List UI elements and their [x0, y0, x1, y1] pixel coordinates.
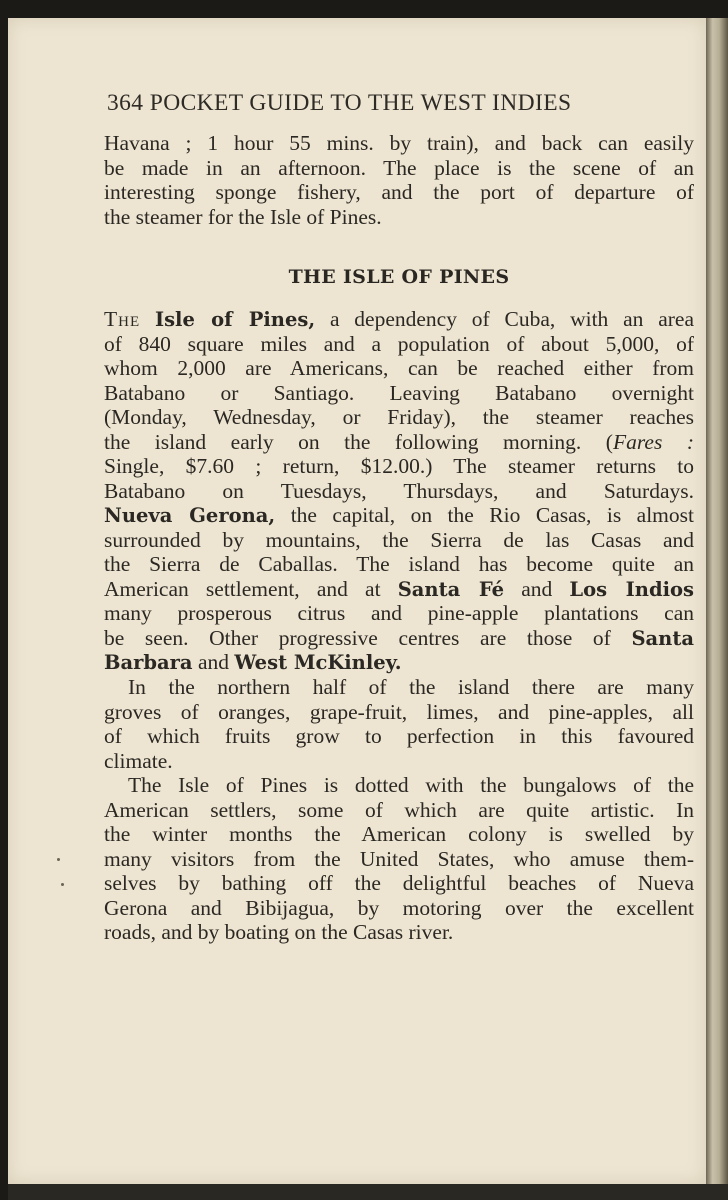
text-line: the steamer for the Isle of Pines.	[104, 204, 382, 229]
text-line	[104, 307, 694, 332]
text-line: whom 2,000 are Americans, can be reached either from	[104, 356, 694, 380]
text-line: American settlers, some of which are quite artistic. In	[104, 797, 694, 822]
text-line: In the northern half of the island there are many	[128, 675, 694, 699]
text-line: Batabano on Tuesdays, Thursdays, and Saturdays.	[104, 478, 694, 503]
text-line	[104, 650, 694, 675]
text-line: the winter months the American colony is swelled by	[104, 822, 694, 846]
scan-bottom-border	[8, 1184, 728, 1200]
bold-term: West McKinley.	[234, 651, 402, 674]
text-line: many prosperous citrus and pine-apple plantations can	[104, 601, 694, 625]
bold-term: Santa	[631, 626, 694, 650]
running-head: 364 POCKET GUIDE TO THE WEST INDIES	[107, 90, 572, 116]
text-line: The Isle of Pines is dotted with the bungalows of the	[128, 773, 694, 797]
text-line	[104, 577, 694, 602]
text-line: surrounded by mountains, the Sierra de las Casas and	[104, 527, 694, 552]
bold-term: Santa Fé	[397, 577, 505, 601]
text-line: many visitors from the United States, who amuse them-	[104, 846, 694, 871]
text-line: Single, $7.60 ; return, $12.00.) The steamer returns to	[104, 454, 694, 478]
section-heading: THE ISLE OF PINES	[288, 266, 510, 288]
paragraph-bungalows	[104, 773, 694, 945]
text-line: of 840 square miles and a population of about 5,000, of	[104, 331, 694, 356]
bold-term: Isle of Pines,	[154, 308, 316, 331]
text-run: and	[192, 650, 235, 674]
text-line: interesting sponge fishery, and the port of departure of	[104, 180, 694, 204]
text-run: American settlement, and at	[104, 576, 398, 601]
italic-term: Fares :	[612, 429, 694, 454]
bold-term: Barbara	[104, 651, 193, 674]
text-line: roads, and by boating on the Casas river.	[104, 920, 454, 944]
paper-speck	[61, 883, 64, 886]
text-run: and	[504, 576, 570, 601]
text-line: climate.	[104, 748, 173, 773]
text-line: selves by bathing off the delightful beaches of Nueva	[104, 871, 694, 895]
bold-term: Nueva Gerona,	[104, 504, 276, 527]
text-line	[104, 430, 694, 455]
text-line: Batabano or Santiago. Leaving Batabano overnight	[104, 380, 694, 405]
text-run: the island early on the following morning. (	[104, 429, 613, 454]
paragraph-groves	[104, 675, 694, 773]
bold-term: Los Indios	[569, 577, 694, 601]
text-line: the Sierra de Caballas. The island has become quite an	[104, 552, 694, 576]
text-line: (Monday, Wednesday, or Friday), the steamer reaches	[104, 405, 694, 429]
paper-speck	[57, 858, 60, 861]
text-line: groves of oranges, grape-fruit, limes, and pine-apples, all	[104, 699, 694, 724]
text-line: be made in an afternoon. The place is the scene of an	[104, 155, 694, 180]
paragraph-intro	[104, 131, 694, 229]
text-line	[104, 503, 694, 528]
text-run: a dependency of Cuba, with an area	[315, 307, 694, 331]
text-line: of which fruits grow to perfection in this favoured	[104, 724, 694, 748]
text-run: the capital, on the Rio Casas, is almost	[275, 503, 694, 527]
lead-word: The	[104, 307, 141, 331]
text-line	[104, 626, 694, 651]
page-edge	[706, 18, 728, 1184]
paragraph-isle-of-pines	[104, 307, 694, 675]
text-line: Gerona and Bibijagua, by motoring over the excellent	[104, 895, 694, 920]
text-line: Havana ; 1 hour 55 mins. by train), and back can easily	[104, 131, 694, 155]
text-run: be seen. Other progressive centres are those of	[104, 625, 632, 650]
